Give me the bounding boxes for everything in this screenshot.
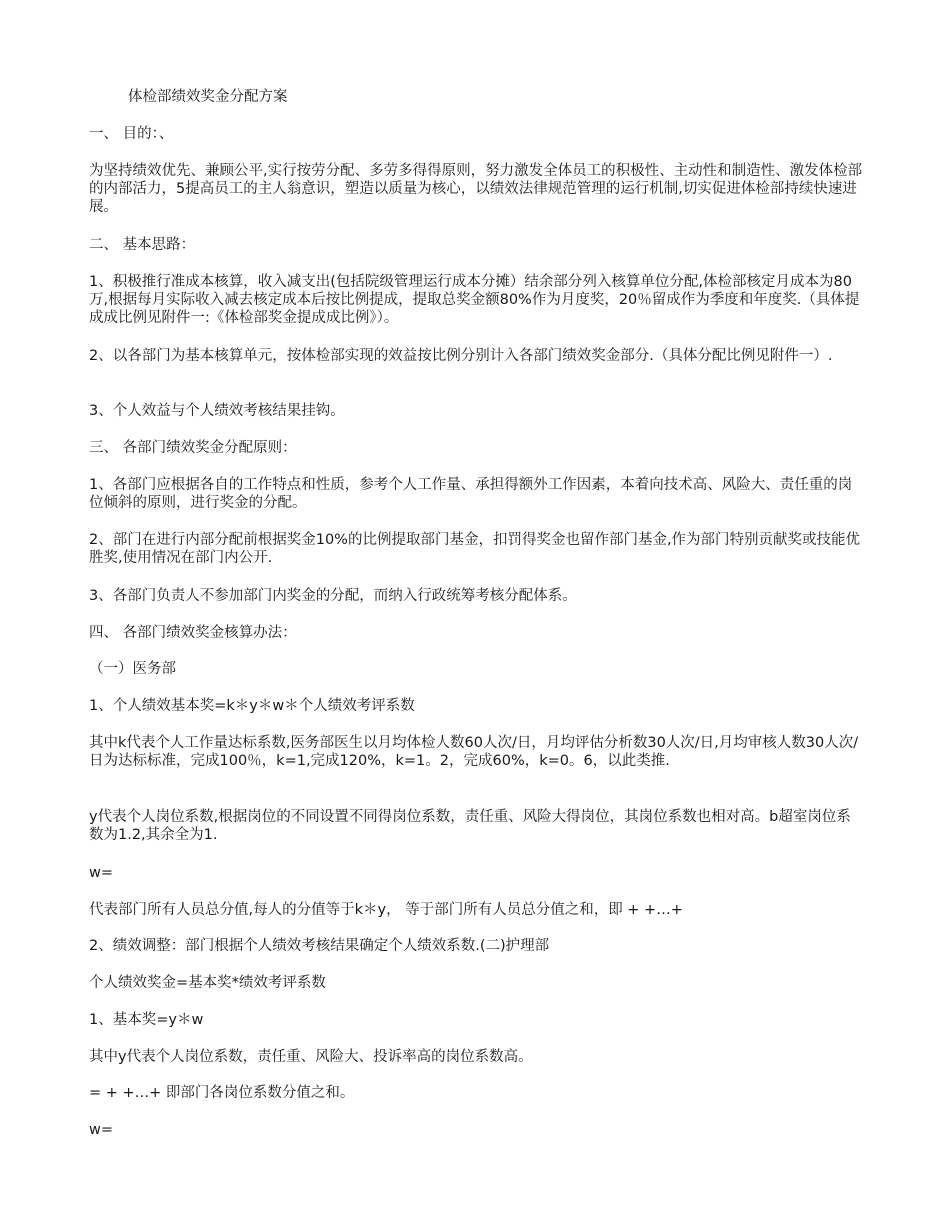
k-explanation-paragraph: 其中k代表个人工作量达标系数,医务部医生以月均体检人数60人次/日，月均评估分析数30人次/日,月均审核人数30人次/日为达标标准，完成100％，k=1,完成120%，k=1。2，完成60%，k=0。6，以此类推. [89, 735, 859, 769]
nursing-y-explanation: 其中y代表个人岗位系数，责任重、风险大、投诉率高的岗位系数高。 [89, 1049, 533, 1065]
principles-item-2: 2、部门在进行内部分配前根据奖金10%的比例提取部门基金，扣罚得奖金也留作部门基金,作为部门特别贡献奖或技能优胜奖,使用情况在部门内公开. [89, 532, 861, 566]
w-definition-label: w= [89, 865, 114, 881]
y-explanation-paragraph: y代表个人岗位系数,根据岗位的不同设置不同得岗位系数，责任重、风险大得岗位，其岗位系数也相对高。b超室岗位系数为1.2,其余全为1. [89, 809, 851, 843]
medical-formula: 1、个人绩效基本奖=k＊y＊w＊个人绩效考评系数 [89, 698, 415, 714]
section-heading-methods: 四、 各部门绩效奖金核算办法： [89, 625, 297, 641]
section-heading-basic-ideas: 二、 基本思路： [89, 237, 196, 253]
basic-ideas-item-2: 2、以各部门为基本核算单元，按体检部实现的效益按比例分别计入各部门绩效奖金部分.（具体分配比例见附件一）. [89, 348, 833, 364]
principles-item-3: 3、各部门负责人不参加部门内奖金的分配，而纳入行政统筹考核分配体系。 [89, 588, 577, 604]
section-heading-principles: 三、 各部门绩效奖金分配原则： [89, 440, 297, 456]
section-heading-purpose: 一、 目的：、 [89, 126, 174, 142]
purpose-paragraph: 为坚持绩效优先、兼顾公平,实行按劳分配、多劳多得得原则，努力激发全体员工的积极性、主动性和制造性、激发体检部的内部活力，5提高员工的主人翁意识，塑造以质量为核心，以绩效法律规范管理的运行机制,切实促进体检部持续快速进展。 [89, 163, 863, 215]
document-title: 体检部绩效奖金分配方案 [128, 89, 288, 105]
principles-item-1: 1、各部门应根据各自的工作特点和性质，参考个人工作量、承担得额外工作因素，本着向技术高、风险大、责任重的岗位倾斜的原则，进行奖金的分配。 [89, 477, 853, 511]
subsection-heading-medical: （一）医务部 [89, 661, 176, 677]
basic-ideas-item-3: 3、个人效益与个人绩效考核结果挂钩。 [89, 403, 345, 419]
w-definition-label-2: w= [89, 1122, 114, 1138]
base-bonus-formula: 1、基本奖=y＊w [89, 1012, 204, 1028]
nursing-formula: 个人绩效奖金=基本奖*绩效考评系数 [89, 975, 326, 991]
basic-ideas-item-1: 1、积极推行准成本核算，收入减支出(包括院级管理运行成本分摊）结余部分列入核算单位分配,体检部核定月成本为80万,根据每月实际收入减去核定成本后按比例提成，提取总奖金额80%作为月度奖，20％留成作为季度和年度奖.（具体提成成比例见附件一:《体检部奖金提成成比例》）。 [89, 274, 860, 326]
w-explanation-line: 代表部门所有人员总分值,每人的分值等于k＊y， 等于部门所有人员总分值之和，即 + +…+ [89, 902, 683, 918]
sum-explanation-line: = + +…+ 即部门各岗位系数分值之和。 [89, 1085, 355, 1101]
performance-adjustment-line: 2、绩效调整：部门根据个人绩效考核结果确定个人绩效系数.(二)护理部 [89, 938, 550, 954]
